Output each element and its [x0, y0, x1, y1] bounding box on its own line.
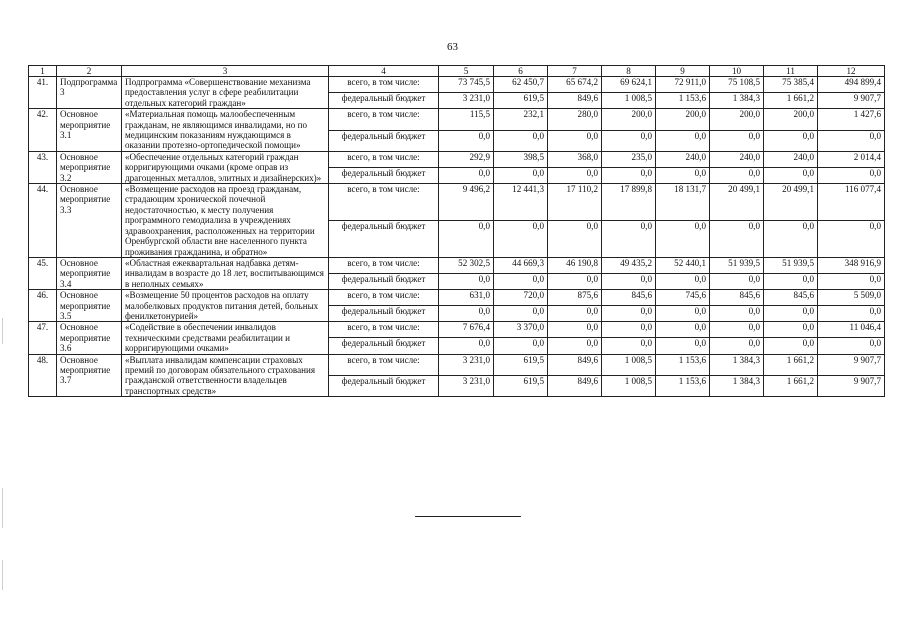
- amount-cell: 292,9: [439, 151, 494, 167]
- row-description: «Возмещение 50 процентов расходов на оплату малобелковых продуктов питания детей, больных фенилкетонурией»: [122, 290, 329, 322]
- amount-cell: 1 384,3: [710, 354, 764, 375]
- amount-cell: 11 046,4: [818, 322, 885, 338]
- amount-cell: 51 939,5: [764, 257, 818, 273]
- amount-cell: 200,0: [656, 109, 710, 130]
- table-row: [29, 322, 885, 338]
- funding-source: всего, в том числе:: [329, 290, 439, 306]
- amount-cell: 0,0: [602, 220, 656, 257]
- row-description: «Выплата инвалидам компенсации страховых премий по договорам обязательного страхования гражданской ответственности владельцев транспортных средств»: [122, 354, 329, 397]
- funding-source: федеральный бюджет: [329, 167, 439, 183]
- column-header: 12: [818, 66, 885, 77]
- funding-source: всего, в том числе:: [329, 257, 439, 273]
- amount-cell: 875,6: [548, 290, 602, 306]
- row-index: 42.: [29, 109, 57, 152]
- amount-cell: 0,0: [548, 322, 602, 338]
- amount-cell: 0,0: [818, 274, 885, 290]
- amount-cell: 0,0: [439, 167, 494, 183]
- funding-source: федеральный бюджет: [329, 130, 439, 151]
- amount-cell: 0,0: [764, 274, 818, 290]
- amount-cell: 1 008,5: [602, 93, 656, 109]
- column-header: 5: [439, 66, 494, 77]
- amount-cell: 1 008,5: [602, 354, 656, 375]
- scan-edge-mark: [2, 318, 3, 344]
- amount-cell: 368,0: [548, 151, 602, 167]
- amount-cell: 240,0: [656, 151, 710, 167]
- amount-cell: 69 624,1: [602, 77, 656, 93]
- row-index: 43.: [29, 151, 57, 183]
- amount-cell: 49 435,2: [602, 257, 656, 273]
- amount-cell: 3 231,0: [439, 375, 494, 396]
- amount-cell: 348 916,9: [818, 257, 885, 273]
- amount-cell: 1 153,6: [656, 93, 710, 109]
- amount-cell: 0,0: [602, 338, 656, 354]
- funding-source: всего, в том числе:: [329, 322, 439, 338]
- scan-edge-mark: [2, 488, 3, 528]
- column-header: 1: [29, 66, 57, 77]
- row-kind: Подпрограмма 3: [57, 77, 122, 109]
- amount-cell: 3 231,0: [439, 354, 494, 375]
- amount-cell: 0,0: [494, 130, 548, 151]
- amount-cell: 62 450,7: [494, 77, 548, 93]
- amount-cell: 0,0: [710, 220, 764, 257]
- budget-table: [28, 65, 885, 397]
- amount-cell: 619,5: [494, 354, 548, 375]
- funding-source: федеральный бюджет: [329, 375, 439, 396]
- column-header: 7: [548, 66, 602, 77]
- row-index: 41.: [29, 77, 57, 109]
- amount-cell: 232,1: [494, 109, 548, 130]
- amount-cell: 0,0: [494, 167, 548, 183]
- funding-source: федеральный бюджет: [329, 274, 439, 290]
- amount-cell: 240,0: [764, 151, 818, 167]
- amount-cell: 1 153,6: [656, 354, 710, 375]
- amount-cell: 9 907,7: [818, 354, 885, 375]
- amount-cell: 73 745,5: [439, 77, 494, 93]
- amount-cell: 3 231,0: [439, 93, 494, 109]
- table-row: [29, 77, 885, 93]
- amount-cell: 1 661,2: [764, 354, 818, 375]
- amount-cell: 619,5: [494, 93, 548, 109]
- column-header: 9: [656, 66, 710, 77]
- amount-cell: 849,6: [548, 93, 602, 109]
- column-header: 3: [122, 66, 329, 77]
- row-index: 45.: [29, 257, 57, 289]
- funding-source: всего, в том числе:: [329, 151, 439, 167]
- amount-cell: 200,0: [710, 109, 764, 130]
- amount-cell: 75 108,5: [710, 77, 764, 93]
- row-kind: Основное мероприятие 3.2: [57, 151, 122, 183]
- amount-cell: 1 384,3: [710, 375, 764, 396]
- funding-source: федеральный бюджет: [329, 93, 439, 109]
- amount-cell: 52 440,1: [656, 257, 710, 273]
- row-kind: Основное мероприятие 3.5: [57, 290, 122, 322]
- amount-cell: 0,0: [656, 306, 710, 322]
- amount-cell: 44 669,3: [494, 257, 548, 273]
- amount-cell: 200,0: [602, 109, 656, 130]
- amount-cell: 0,0: [710, 167, 764, 183]
- row-kind: Основное мероприятие 3.7: [57, 354, 122, 397]
- row-description: «Областная ежеквартальная надбавка детям-инвалидам в возрасте до 18 лет, воспитывающимся в неполных семьях»: [122, 257, 329, 289]
- column-header: 4: [329, 66, 439, 77]
- amount-cell: 0,0: [764, 338, 818, 354]
- amount-cell: 0,0: [602, 274, 656, 290]
- row-index: 47.: [29, 322, 57, 354]
- table-row: [29, 109, 885, 130]
- amount-cell: 235,0: [602, 151, 656, 167]
- amount-cell: 5 509,0: [818, 290, 885, 306]
- funding-source: федеральный бюджет: [329, 220, 439, 257]
- amount-cell: 0,0: [710, 338, 764, 354]
- amount-cell: 3 370,0: [494, 322, 548, 338]
- amount-cell: 52 302,5: [439, 257, 494, 273]
- amount-cell: 75 385,4: [764, 77, 818, 93]
- funding-source: всего, в том числе:: [329, 109, 439, 130]
- amount-cell: 0,0: [602, 130, 656, 151]
- amount-cell: 0,0: [439, 130, 494, 151]
- table-body: [29, 77, 885, 397]
- amount-cell: 1 384,3: [710, 93, 764, 109]
- amount-cell: 0,0: [548, 167, 602, 183]
- amount-cell: 280,0: [548, 109, 602, 130]
- amount-cell: 0,0: [818, 220, 885, 257]
- amount-cell: 0,0: [710, 306, 764, 322]
- amount-cell: 0,0: [548, 306, 602, 322]
- amount-cell: 0,0: [818, 130, 885, 151]
- amount-cell: 20 499,1: [710, 184, 764, 221]
- column-header: 2: [57, 66, 122, 77]
- row-description: «Содействие в обеспечении инвалидов техническими средствами реабилитации и корригирующими очками»: [122, 322, 329, 354]
- amount-cell: 0,0: [764, 322, 818, 338]
- amount-cell: 240,0: [710, 151, 764, 167]
- amount-cell: 0,0: [656, 274, 710, 290]
- amount-cell: 0,0: [818, 338, 885, 354]
- amount-cell: 619,5: [494, 375, 548, 396]
- amount-cell: 849,6: [548, 375, 602, 396]
- amount-cell: 9 907,7: [818, 93, 885, 109]
- row-kind: Основное мероприятие 3.6: [57, 322, 122, 354]
- amount-cell: 0,0: [764, 167, 818, 183]
- amount-cell: 1 153,6: [656, 375, 710, 396]
- amount-cell: 0,0: [439, 220, 494, 257]
- amount-cell: 18 131,7: [656, 184, 710, 221]
- amount-cell: 745,6: [656, 290, 710, 306]
- amount-cell: 115,5: [439, 109, 494, 130]
- scan-edge-mark: [2, 560, 3, 590]
- amount-cell: 0,0: [710, 322, 764, 338]
- row-description: «Материальная помощь малообеспеченным гражданам, не являющимся инвалидами, но по медицинским показаниям нуждающимся в оказании протезно-ортопедической помощи»: [122, 109, 329, 152]
- column-header: 11: [764, 66, 818, 77]
- amount-cell: 7 676,4: [439, 322, 494, 338]
- page-number: 63: [447, 41, 458, 53]
- column-header: 10: [710, 66, 764, 77]
- row-index: 48.: [29, 354, 57, 397]
- row-index: 46.: [29, 290, 57, 322]
- table-row: [29, 257, 885, 273]
- amount-cell: 46 190,8: [548, 257, 602, 273]
- column-header: 6: [494, 66, 548, 77]
- row-description: «Возмещение расходов на проезд гражданам, страдающим хронической почечной недостаточностью, к месту получения программного гемодиализа в учреждениях здравоохранения, расположенных на территории Оренбургской области вне населенного пункта проживания гражданина, и обратно»: [122, 184, 329, 258]
- amount-cell: 0,0: [818, 306, 885, 322]
- amount-cell: 0,0: [548, 274, 602, 290]
- amount-cell: 0,0: [818, 167, 885, 183]
- amount-cell: 0,0: [656, 130, 710, 151]
- row-description: Подпрограмма «Совершенствование механизма предоставления услуг в сфере реабилитации отдельных категорий граждан»: [122, 77, 329, 109]
- funding-source: всего, в том числе:: [329, 354, 439, 375]
- amount-cell: 1 661,2: [764, 93, 818, 109]
- funding-source: всего, в том числе:: [329, 77, 439, 93]
- amount-cell: 51 939,5: [710, 257, 764, 273]
- amount-cell: 9 496,2: [439, 184, 494, 221]
- column-header: 8: [602, 66, 656, 77]
- amount-cell: 0,0: [439, 306, 494, 322]
- funding-source: всего, в том числе:: [329, 184, 439, 221]
- amount-cell: 12 441,3: [494, 184, 548, 221]
- row-index: 44.: [29, 184, 57, 258]
- amount-cell: 17 899,8: [602, 184, 656, 221]
- table-row: [29, 151, 885, 167]
- amount-cell: 849,6: [548, 354, 602, 375]
- amount-cell: 0,0: [710, 130, 764, 151]
- row-kind: Основное мероприятие 3.3: [57, 184, 122, 258]
- amount-cell: 631,0: [439, 290, 494, 306]
- amount-cell: 200,0: [764, 109, 818, 130]
- amount-cell: 0,0: [439, 338, 494, 354]
- row-description: «Обеспечение отдельных категорий граждан корригирующими очками (кроме оправ из драгоценных металлов, элитных и дизайнерских)»: [122, 151, 329, 183]
- funding-source: федеральный бюджет: [329, 306, 439, 322]
- amount-cell: 2 014,4: [818, 151, 885, 167]
- amount-cell: 0,0: [548, 220, 602, 257]
- amount-cell: 398,5: [494, 151, 548, 167]
- amount-cell: 720,0: [494, 290, 548, 306]
- amount-cell: 0,0: [548, 338, 602, 354]
- amount-cell: 116 077,4: [818, 184, 885, 221]
- amount-cell: 0,0: [656, 322, 710, 338]
- amount-cell: 1 008,5: [602, 375, 656, 396]
- amount-cell: 0,0: [764, 306, 818, 322]
- amount-cell: 0,0: [602, 306, 656, 322]
- table-row: [29, 354, 885, 375]
- amount-cell: 0,0: [656, 220, 710, 257]
- amount-cell: 0,0: [710, 274, 764, 290]
- amount-cell: 845,6: [764, 290, 818, 306]
- amount-cell: 0,0: [656, 167, 710, 183]
- amount-cell: 0,0: [494, 306, 548, 322]
- amount-cell: 1 661,2: [764, 375, 818, 396]
- amount-cell: 0,0: [494, 338, 548, 354]
- amount-cell: 0,0: [439, 274, 494, 290]
- amount-cell: 0,0: [494, 274, 548, 290]
- amount-cell: 0,0: [548, 130, 602, 151]
- amount-cell: 845,6: [710, 290, 764, 306]
- column-header-row: [29, 66, 885, 77]
- amount-cell: 17 110,2: [548, 184, 602, 221]
- table-row: [29, 184, 885, 221]
- amount-cell: 0,0: [656, 338, 710, 354]
- amount-cell: 9 907,7: [818, 375, 885, 396]
- row-kind: Основное мероприятие 3.1: [57, 109, 122, 152]
- amount-cell: 494 899,4: [818, 77, 885, 93]
- amount-cell: 1 427,6: [818, 109, 885, 130]
- row-kind: Основное мероприятие 3.4: [57, 257, 122, 289]
- amount-cell: 72 911,0: [656, 77, 710, 93]
- amount-cell: 0,0: [602, 167, 656, 183]
- amount-cell: 20 499,1: [764, 184, 818, 221]
- amount-cell: 65 674,2: [548, 77, 602, 93]
- amount-cell: 0,0: [764, 220, 818, 257]
- footer-rule: [415, 516, 521, 517]
- amount-cell: 0,0: [764, 130, 818, 151]
- amount-cell: 0,0: [602, 322, 656, 338]
- amount-cell: 0,0: [494, 220, 548, 257]
- funding-source: федеральный бюджет: [329, 338, 439, 354]
- table-row: [29, 290, 885, 306]
- amount-cell: 845,6: [602, 290, 656, 306]
